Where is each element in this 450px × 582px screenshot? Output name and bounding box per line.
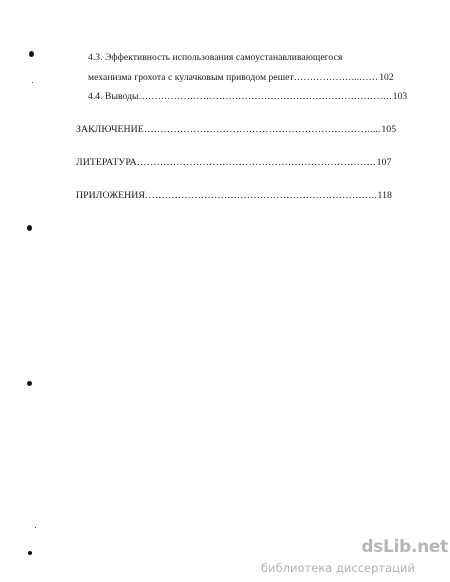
toc-page-number: 102 [379, 72, 394, 83]
watermark-logo: dsLib.net [361, 537, 448, 557]
toc-entry-conclusion [76, 124, 396, 136]
toc-entry-4-3-continuation [88, 72, 394, 84]
toc-entry-text: механизма грохота с кулачковым приводом решет [88, 72, 294, 83]
toc-entry-text: ПРИЛОЖЕНИЯ [76, 190, 146, 201]
scan-speck [35, 527, 36, 528]
scan-speck [27, 225, 32, 231]
toc-entry-text: 4.4. Выводы [88, 91, 139, 102]
toc-entry-text: 4.3. Эффективность использования самоустанавливающегося [88, 52, 343, 63]
toc-entry-4-3-title [88, 52, 342, 64]
toc-leader-dots: ………………...…… [293, 72, 379, 83]
scan-speck [29, 51, 34, 57]
toc-entry-literature [76, 157, 391, 169]
toc-leader-dots: ……………………………………………………………………. [138, 91, 392, 102]
toc-entry-text: ЛИТЕРАТУРА [76, 157, 137, 168]
scan-speck [28, 551, 32, 555]
toc-entry-4-4 [88, 91, 407, 103]
toc-leader-dots: …………………………………………………………….... [143, 124, 381, 135]
toc-page-number: 118 [377, 190, 392, 201]
scan-speck [32, 82, 33, 83]
toc-leader-dots: ………………………………………………………………. [136, 157, 376, 168]
toc-page-number: 107 [376, 157, 392, 168]
toc-page-number: 105 [381, 124, 397, 135]
toc-page-number: 103 [392, 91, 408, 102]
toc-entry-text: ЗАКЛЮЧЕНИЕ [76, 124, 144, 135]
toc-entry-appendices [76, 190, 392, 202]
watermark-subtitle: библиотека диссертаций [261, 561, 415, 575]
scan-speck [27, 381, 32, 386]
toc-leader-dots: …………………………………………………………….. [145, 190, 377, 201]
